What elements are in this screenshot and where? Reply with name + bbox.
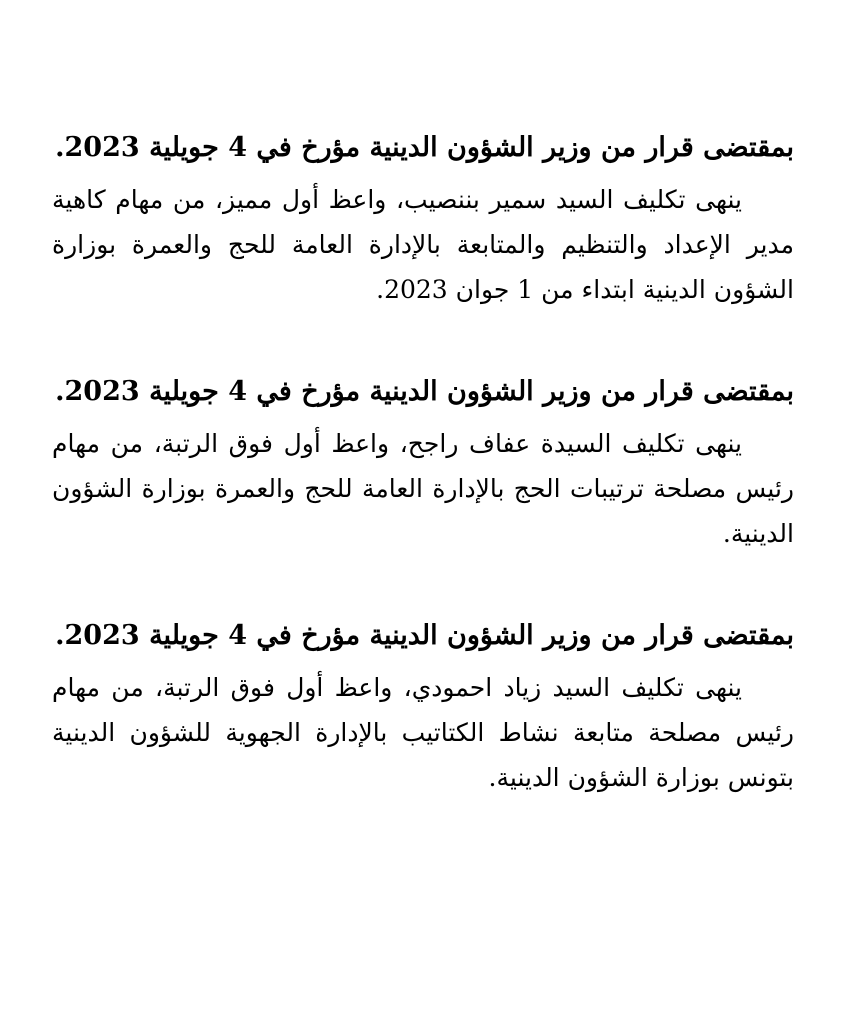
decree-entry-1 bbox=[52, 126, 794, 312]
decree-body: ينهى تكليف السيدة عفاف راجح، واعظ أول فوق الرتبة، من مهام رئيس مصلحة ترتيبات الحج بالإدارة العامة للحج والعمرة بوزارة الشؤون الدينية. bbox=[52, 429, 794, 548]
decree-body: ينهى تكليف السيد زياد احمودي، واعظ أول فوق الرتبة، من مهام رئيس مصلحة متابعة نشاط الكتاتيب بالإدارة الجهوية للشؤون الدينية بتونس بوزارة الشؤون الدينية. bbox=[52, 673, 794, 792]
decree-body: ينهى تكليف السيد سمير بننصيب، واعظ أول مميز، من مهام كاهية مدير الإعداد والتنظيم والمتابعة بالإدارة العامة للحج والعمرة بوزارة الشؤون الدينية ابتداء من 1 جوان 2023. bbox=[52, 185, 794, 304]
decree-heading: بمقتضى قرار من وزير الشؤون الدينية مؤرخ في 4 جويلية 2023. bbox=[55, 132, 794, 163]
decree-entry-3 bbox=[52, 614, 794, 800]
decree-entry-2 bbox=[52, 370, 794, 556]
decree-heading: بمقتضى قرار من وزير الشؤون الدينية مؤرخ في 4 جويلية 2023. bbox=[55, 620, 794, 651]
document-page bbox=[52, 126, 794, 800]
decree-heading: بمقتضى قرار من وزير الشؤون الدينية مؤرخ في 4 جويلية 2023. bbox=[55, 376, 794, 407]
